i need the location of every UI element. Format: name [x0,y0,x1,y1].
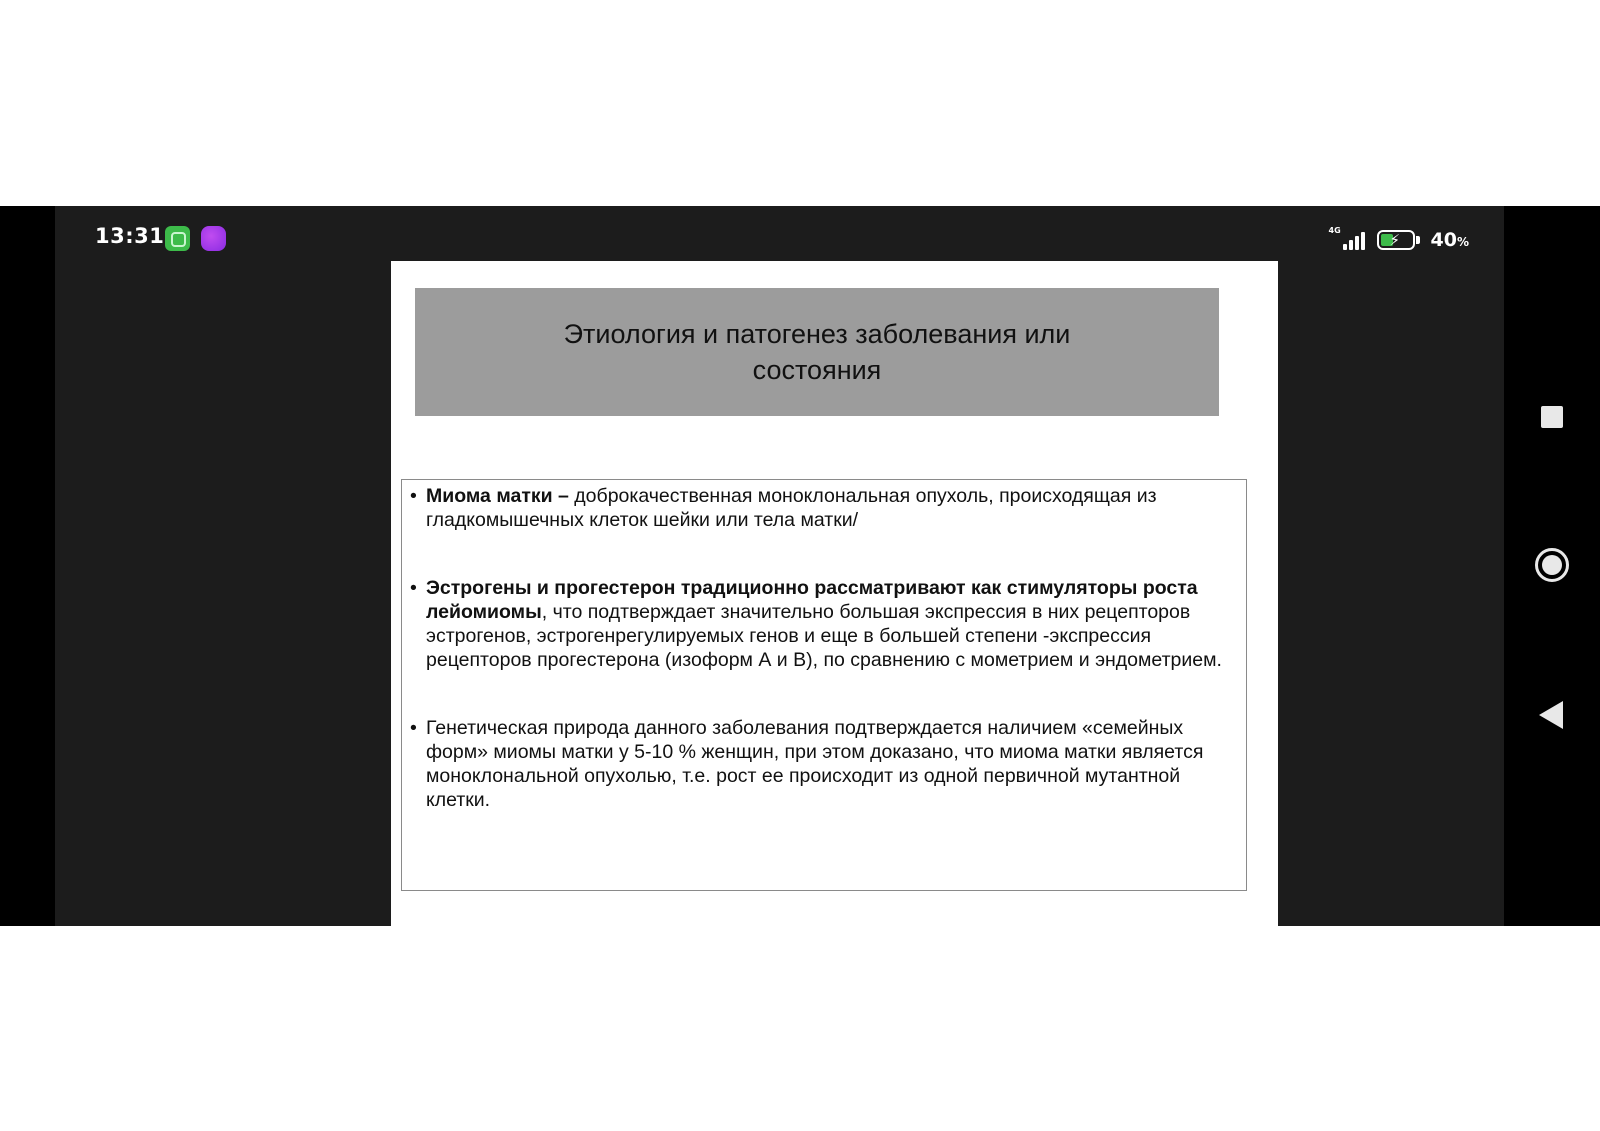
battery-percent-value: 40 [1430,229,1457,251]
green-robot-icon [165,226,190,251]
network-type: 4G [1328,226,1341,235]
status-indicators [1329,226,1469,254]
status-time: 13:31 [95,224,165,248]
recents-square-icon[interactable] [1541,406,1563,428]
home-circle-icon[interactable] [1535,548,1569,582]
bullet-text: , что подтверждает значительно большая экспрессия в них рецепторов эстрогенов, эстрогенрегулируемых генов и еще в большей степени -экспрессия рецепторов прогестерона (изоформ А и В), по сравнению с мометрием и эндометрием. [426,601,1222,671]
bullet-bold: Эстрогены и прогестерон традиционно рассматривают как стимуляторы роста лейомиомы [426,577,1198,623]
phone-screenshot [0,206,1600,926]
bullet-item [426,716,1238,812]
charging-bolt-icon: ⚡ [1389,231,1401,249]
bullet-bold: Миома матки – [426,485,569,507]
bullet-text: доброкачественная моноклональная опухоль, происходящая из гладкомышечных клеток шейки или тела матки/ [426,485,1157,531]
slide-title: Этиология и патогенез заболевания или состояния [563,319,1071,385]
battery-percent [1431,229,1469,251]
purple-app-icon [201,226,226,251]
bullet-item [426,576,1238,672]
back-triangle-icon[interactable] [1539,701,1563,729]
bullet-item [426,484,1238,532]
battery-percent-unit: % [1456,235,1469,249]
presentation-slide [391,261,1278,926]
signal-icon [1329,228,1367,252]
slide-body [401,479,1247,891]
battery-icon [1377,230,1415,250]
bullet-text: Генетическая природа данного заболевания подтверждается наличием «семейных форм» миомы матки у 5-10 % женщин, при этом доказано, что миома матки является моноклональной опухолью, т.е. рост ее происходит из одной первичной мутантной клетки. [426,717,1204,811]
slide-title-box [415,288,1219,416]
screen [55,206,1504,926]
